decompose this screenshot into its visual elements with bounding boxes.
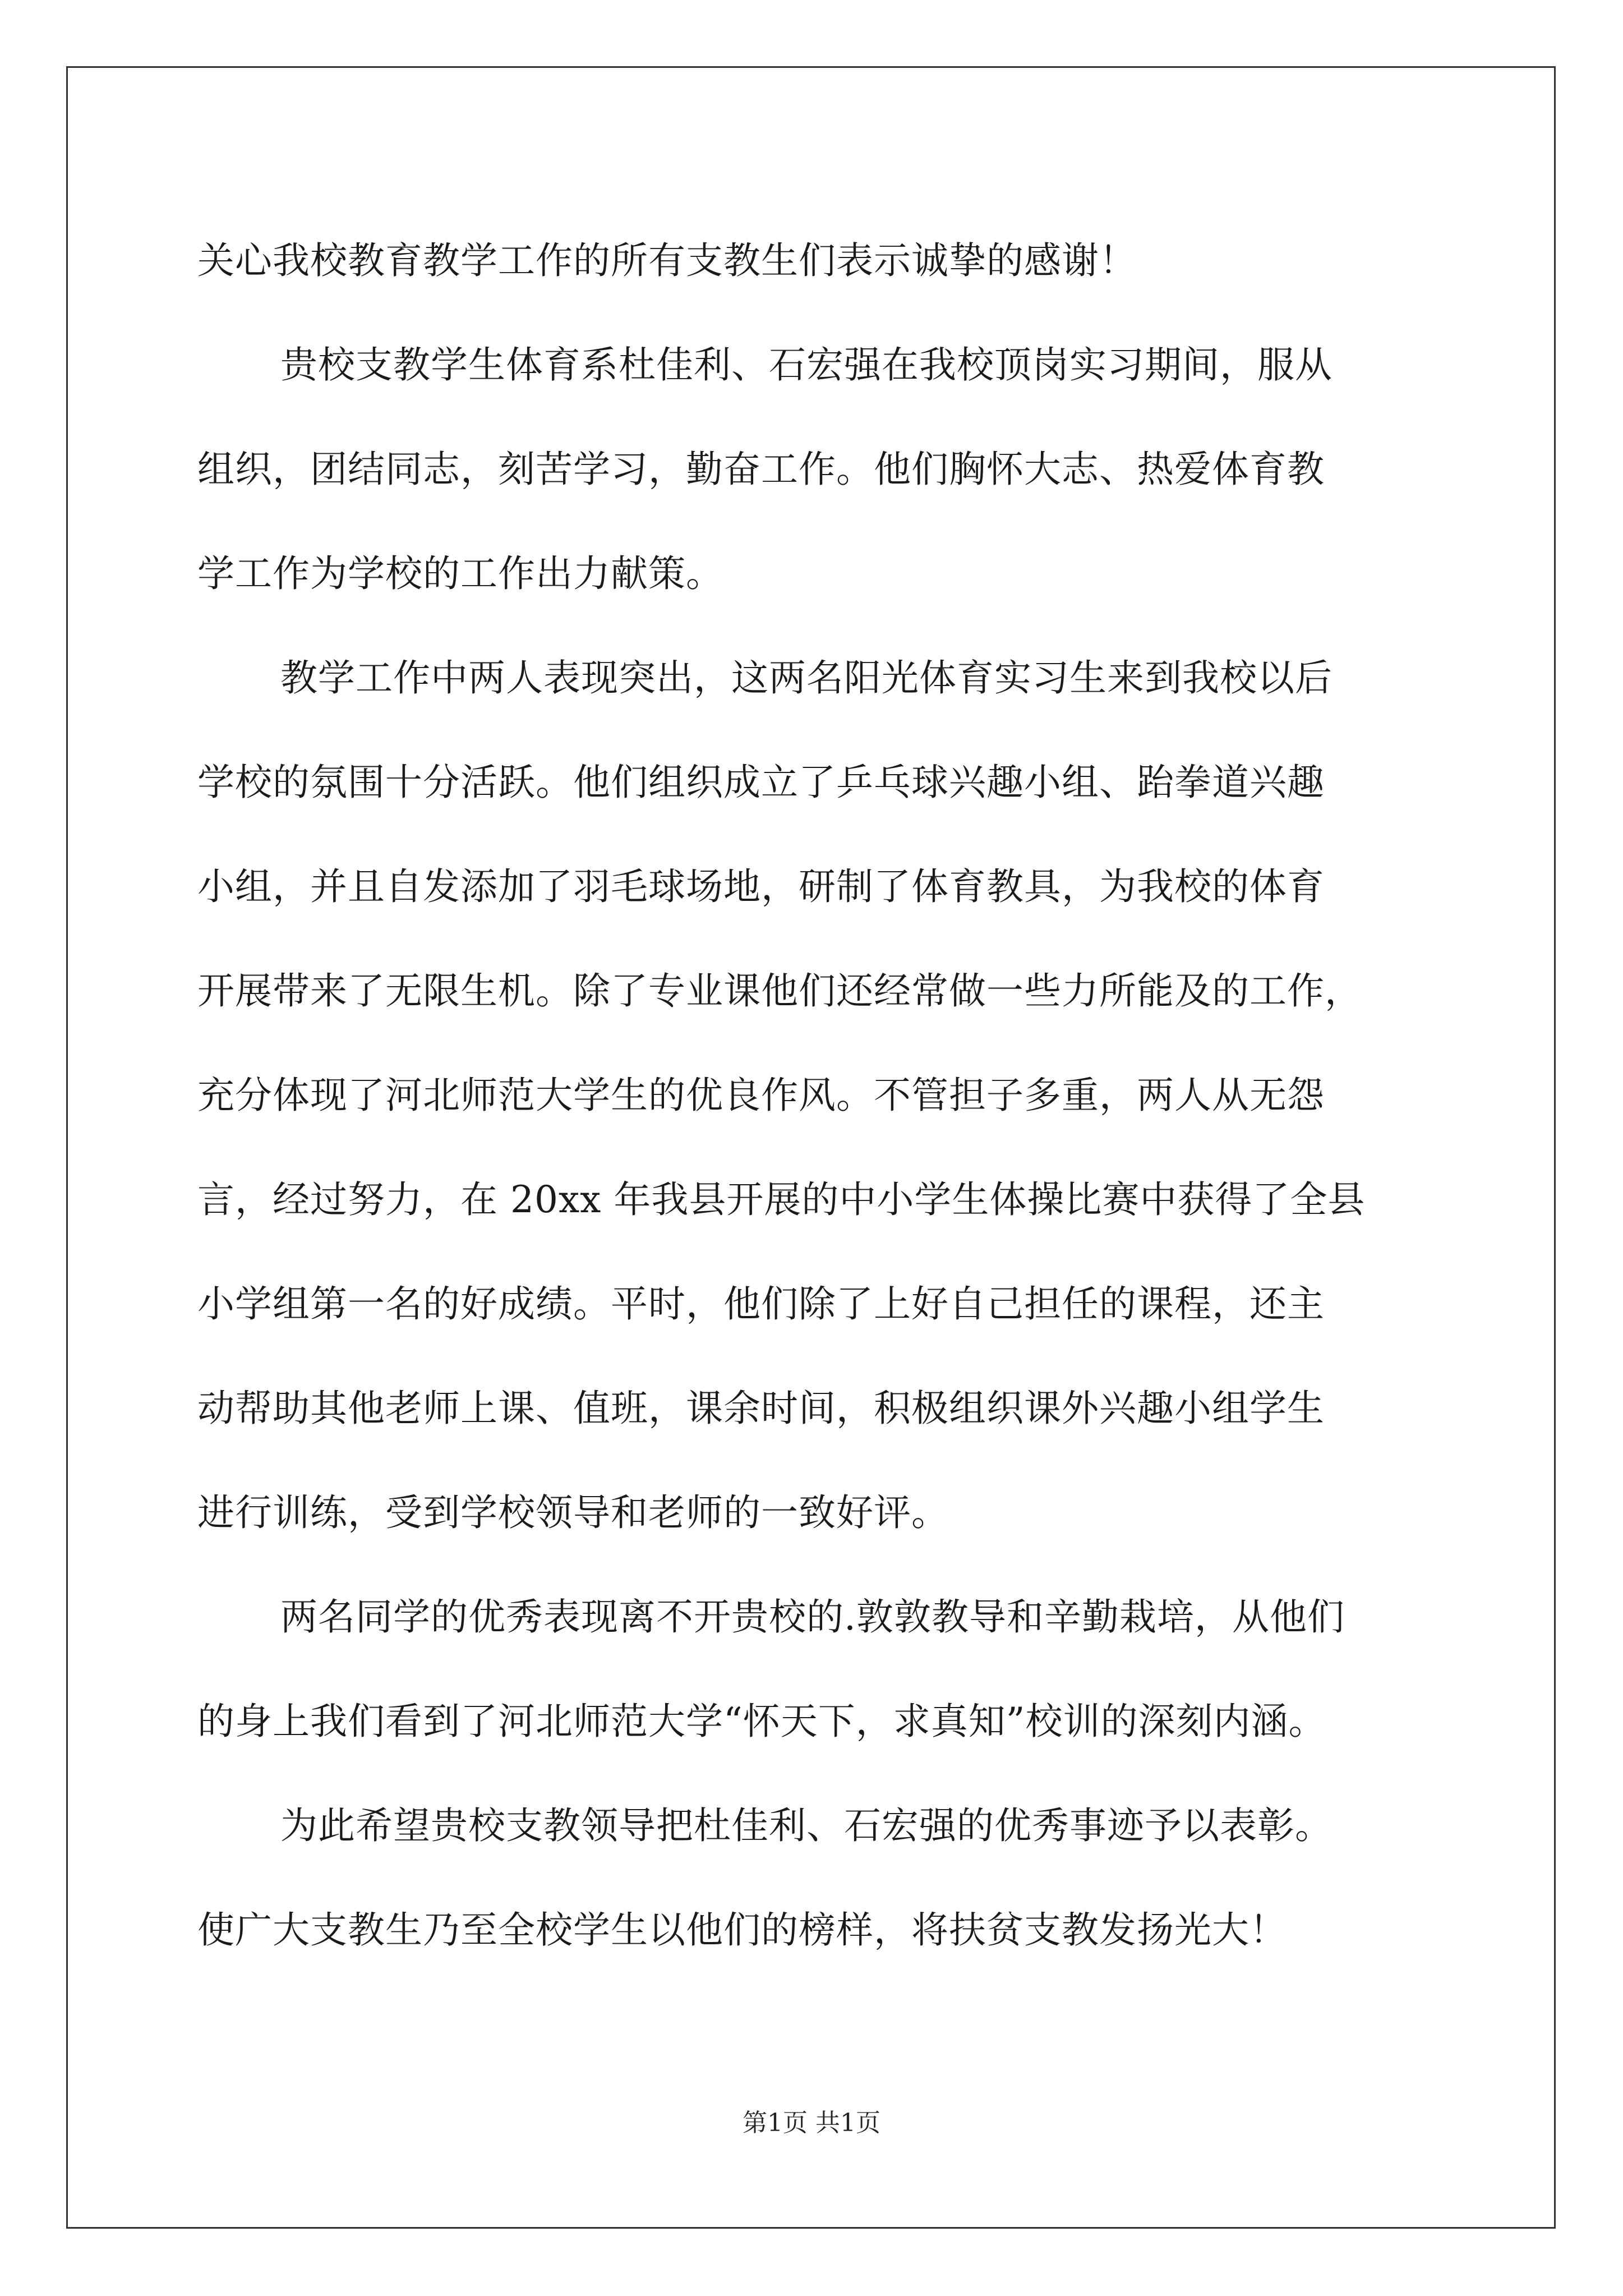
text-line: 关心我校教育教学工作的所有支教生们表示诚挚的感谢！ xyxy=(197,239,1137,282)
text-line: 小学组第一名的好成绩。平时，他们除了上好自己担任的课程，还主 xyxy=(197,1282,1325,1326)
text-line: 进行训练，受到学校领导和老师的一致好评。 xyxy=(197,1491,949,1534)
text-line: 使广大支教生乃至全校学生以他们的榜样，将扶贫支教发扬光大！ xyxy=(197,1908,1287,1952)
text-line: 动帮助其他老师上课、值班，课余时间，积极组织课外兴趣小组学生 xyxy=(197,1387,1325,1430)
text-line: 学工作为学校的工作出力献策。 xyxy=(197,552,723,595)
text-line: 言，经过努力，在 20xx 年我县开展的中小学生体操比赛中获得了全县 xyxy=(197,1178,1366,1221)
text-line: 组织，团结同志，刻苦学习，勤奋工作。他们胸怀大志、热爱体育教 xyxy=(197,448,1325,491)
text-line: 开展带来了无限生机。除了专业课他们还经常做一些力所能及的工作， xyxy=(197,969,1362,1013)
text-line: 学校的氛围十分活跃。他们组织成立了乒乓球兴趣小组、跆拳道兴趣 xyxy=(197,761,1325,804)
document-body xyxy=(197,209,1426,1982)
paragraph-start-line: 贵校支教学生体育系杜佳利、石宏强在我校顶岗实习期间，服从 xyxy=(280,343,1332,386)
text-line: 小组，并且自发添加了羽毛球场地，研制了体育教具，为我校的体育 xyxy=(197,865,1325,908)
paragraph-start-line: 教学工作中两人表现突出，这两名阳光体育实习生来到我校以后 xyxy=(280,656,1332,700)
page-number-footer: 第1页 共1页 xyxy=(743,2109,880,2137)
text-line: 的身上我们看到了河北师范大学“怀天下，求真知”校训的深刻内涵。 xyxy=(197,1700,1326,1743)
text-line: 充分体现了河北师范大学生的优良作风。不管担子多重，两人从无怨 xyxy=(197,1074,1325,1117)
paragraph-start-line: 两名同学的优秀表现离不开贵校的.敦敦教导和辛勤栽培，从他们 xyxy=(280,1595,1345,1639)
paragraph-start-line: 为此希望贵校支教领导把杜佳利、石宏强的优秀事迹予以表彰。 xyxy=(280,1804,1332,1847)
